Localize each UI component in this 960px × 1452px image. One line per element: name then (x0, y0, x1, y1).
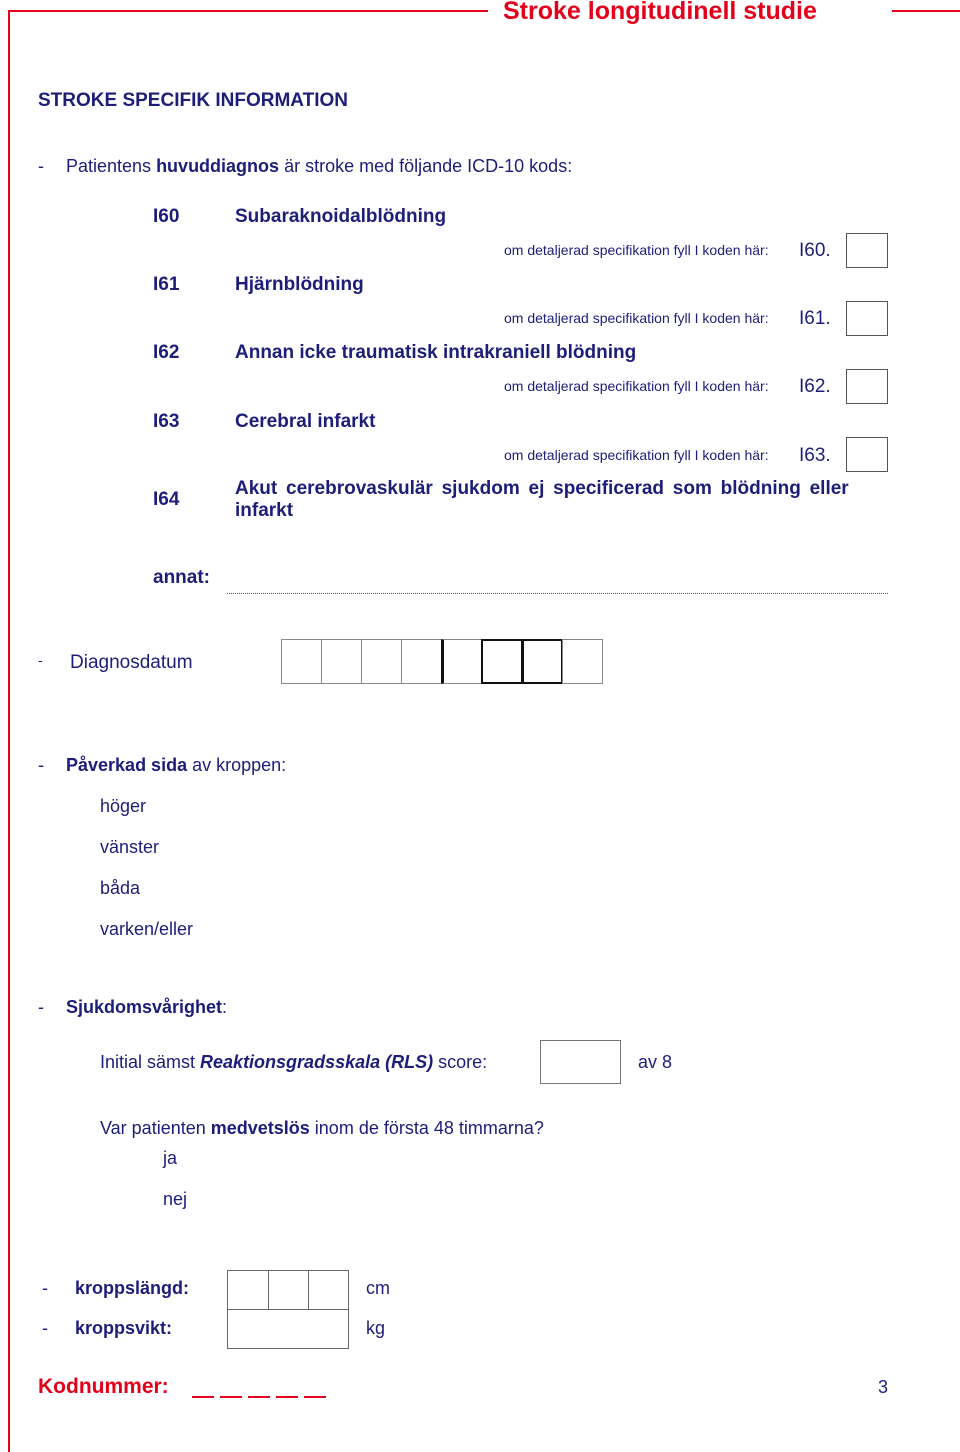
date-cell-4[interactable] (401, 639, 442, 684)
header-rule-left (8, 10, 488, 12)
conscious-option-ja[interactable]: ja (163, 1148, 178, 1168)
height-unit: cm (366, 1278, 390, 1298)
section-title: STROKE SPECIFIK INFORMATION (38, 90, 348, 111)
side-option-bada[interactable]: båda (100, 878, 141, 898)
code-i64: I64 (153, 489, 180, 510)
rls-score-box[interactable] (540, 1040, 621, 1084)
severity-heading: - Sjukdomsvårighet: (38, 997, 228, 1017)
height-cell-1[interactable] (227, 1270, 269, 1310)
code-box-i61[interactable] (846, 301, 888, 336)
height-cell-3[interactable] (308, 1270, 349, 1310)
kod-blank-2[interactable] (220, 1396, 242, 1398)
date-cell-5[interactable] (441, 639, 482, 684)
conscious-option-nej[interactable]: nej (163, 1189, 188, 1209)
rls-question: Initial sämst Reaktionsgradsskala (RLS) score: (100, 1052, 488, 1072)
code-box-i63[interactable] (846, 437, 888, 472)
code-label-i62: Annan icke traumatisk intrakraniell blödning (235, 342, 637, 363)
page-number: 3 (878, 1377, 889, 1397)
date-cell-1[interactable] (281, 639, 322, 684)
code-box-i62[interactable] (846, 369, 888, 404)
height-dash: - (42, 1278, 48, 1298)
page-title: Stroke longitudinell studie (503, 0, 817, 25)
side-option-varken[interactable]: varken/eller (100, 919, 194, 939)
prefix-i61: I61. (799, 308, 831, 329)
hint-i60: om detaljerad specifikation fyll I koden här: (504, 242, 769, 258)
height-label: kroppslängd: (75, 1278, 190, 1298)
code-i63: I63 (153, 411, 180, 432)
rls-suffix: av 8 (638, 1052, 673, 1072)
dash: - (38, 156, 44, 176)
diagnosdatum-dash: - (38, 652, 43, 668)
side-option-hoger[interactable]: höger (100, 796, 147, 816)
header-rule-right (892, 10, 960, 12)
annat-label: annat: (153, 567, 210, 588)
hint-i62: om detaljerad specifikation fyll I koden här: (504, 378, 769, 394)
weight-box[interactable] (227, 1309, 349, 1349)
left-margin-rule (8, 10, 10, 1452)
kodnummer-label: Kodnummer: (38, 1375, 169, 1398)
hint-i61: om detaljerad specifikation fyll I koden här: (504, 310, 769, 326)
height-cell-2[interactable] (268, 1270, 309, 1310)
code-label-i61: Hjärnblödning (235, 274, 364, 295)
prefix-i60: I60. (799, 240, 831, 261)
code-i62: I62 (153, 342, 180, 363)
code-label-i64-line1: Akut cerebrovaskulär sjukdom ej specificerad som blödning eller (235, 478, 849, 499)
side-option-vanster[interactable]: vänster (100, 837, 160, 857)
weight-label: kroppsvikt: (75, 1318, 173, 1338)
prefix-i62: I62. (799, 376, 831, 397)
date-cell-6[interactable] (481, 639, 523, 684)
diagnosdatum-label: Diagnosdatum (70, 652, 193, 673)
weight-unit: kg (366, 1318, 386, 1338)
code-label-i60: Subaraknoidalblödning (235, 206, 447, 227)
code-i61: I61 (153, 274, 180, 295)
date-cell-7[interactable] (522, 639, 563, 684)
date-cell-3[interactable] (361, 639, 402, 684)
diagnosis-intro: - Patientens huvuddiagnos är stroke med följande ICD-10 kods: (38, 156, 573, 176)
code-box-i60[interactable] (846, 233, 888, 268)
side-question: - Påverkad sida av kroppen: (38, 755, 287, 775)
kod-blank-3[interactable] (248, 1396, 270, 1398)
annat-input-line[interactable] (227, 593, 888, 594)
weight-dash: - (42, 1318, 48, 1338)
kod-blank-4[interactable] (276, 1396, 298, 1398)
kod-blank-1[interactable] (192, 1396, 214, 1398)
date-cell-8[interactable] (562, 639, 603, 684)
kod-blank-5[interactable] (304, 1396, 326, 1398)
prefix-i63: I63. (799, 445, 831, 466)
conscious-question: Var patienten medvetslös inom de första 48 timmarna? (100, 1118, 544, 1138)
hint-i63: om detaljerad specifikation fyll I koden här: (504, 447, 769, 463)
date-cell-2[interactable] (321, 639, 362, 684)
code-label-i64-line2: infarkt (235, 500, 294, 521)
code-label-i63: Cerebral infarkt (235, 411, 376, 432)
code-i60: I60 (153, 206, 180, 227)
